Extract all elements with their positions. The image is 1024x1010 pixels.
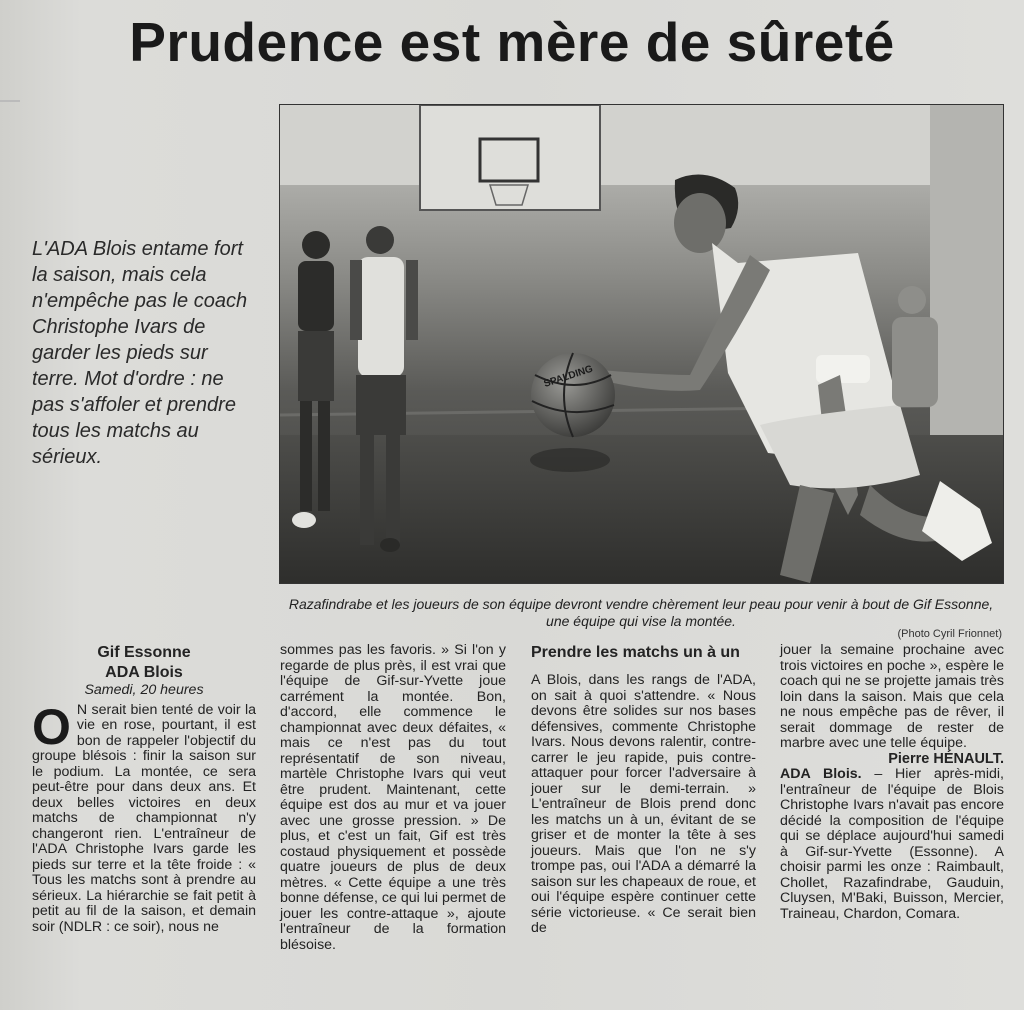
- article-intro: L'ADA Blois entame fort la saison, mais cela n'empêche pas le coach Christophe Ivars de garder les pieds sur terre. Mot d'ordre : ne pas s'affoler et prendre tous les matchs au sérieux.: [32, 238, 248, 468]
- article-column-2: [280, 643, 506, 953]
- basketball-scene-illustration: [280, 105, 1003, 583]
- column-1-text: [32, 698, 256, 936]
- ball-brand-text: SPALDING: [542, 363, 595, 390]
- article-column-1: [32, 643, 256, 935]
- match-home-team: Gif Essonne: [97, 644, 191, 661]
- roster-paragraph: [780, 767, 1004, 922]
- section-subheading: Prendre les matchs un à un: [531, 644, 740, 661]
- roster-lead: ADA Blois.: [780, 766, 862, 782]
- column-1-body: N serait bien tenté de voir la vie en rose, pourtant, il est bon de rappeler l'objectif du groupe blésois : finir la saison sur le podium. La montée, ce sera peut-être pour dans deux ans. Et deux belles victoires en deux matchs de championnat n'y changeront rien. L'entraîneur de l'ADA Christophe Ivars garde les pieds sur terre et la tête froide : « Tous les matchs sont à prendre au sérieux. La hiérarchie se fait petit à petit au fil de la saison, et demain soir (NDLR : ce soir), nous ne: [32, 701, 256, 935]
- drop-cap-letter: O: [32, 698, 71, 755]
- ghost-rule: [0, 100, 20, 102]
- article-headline: Prudence est mère de sûreté: [129, 11, 895, 73]
- roster-text: – Hier après-midi, l'entraîneur de l'équipe de Blois Christophe Ivars n'avait pas encore décidé la composition de l'équipe qui se déplace aujourd'hui samedi à Gif-sur-Yvette (Essonne). A choisir parmi les onze : Raimbault, Chollet, Razafindrabe, Gauduin, Cluysen, M'Baki, Buisson, Mercier, Traineau, Chardon, Comara.: [780, 766, 1004, 922]
- column-3-body: A Blois, dans les rangs de l'ADA, on sait à quoi s'attendre. « Nous devons être solides sur nos bases défensives, commente Christophe Ivars. Nous devons ralentir, contre-carrer le jeu rapide, puis contre-attaquer pour forcer l'adversaire à jouer sur le demi-terrain. » L'entraîneur de Blois prend donc les matchs un à un, évitant de se griser et de monter la tête à ses joueurs. Mais que l'on ne s'y trompe pas, oui l'ADA a démarré la saison sur les chapeaux de roue, et oui l'équipe espère continuer cette série victorieuse. « Ce serait bien de: [531, 672, 756, 936]
- basketball-photo: [279, 104, 1004, 584]
- column-2-body: sommes pas les favoris. » Si l'on y regarde de plus près, il est vrai que l'équipe de Gif-sur-Yvette joue carrément la montée. Bon, d'accord, elle commence le championnat avec deux défaites, « mais ce n'est pas du tout représentatif de son niveau, martèle Christophe Ivars qui veut être prudent. Maintenant, cette équipe est dos au mur et va jouer avec une grosse pression. » De plus, et c'est un fait, Gif est très costaud physiquement et possède quatre joueurs de plus de deux mètres. « Cette équipe a une très bonne défense, ce qui lui permet de jouer les contre-attaque », ajoute l'entraîneur de la formation blésoise.: [280, 642, 506, 953]
- article-column-3: [531, 643, 756, 937]
- column-4-body: jouer la semaine prochaine avec trois victoires en poche », espère le coach qui ne se projette jamais très loin dans la saison. Mais que cela ne nous empêche pas de rêver, il serait dommage de rester de marbre avec une telle équipe.: [780, 642, 1004, 751]
- photo-credit: (Photo Cyril Frionnet): [897, 628, 1002, 640]
- article-column-4: [780, 643, 1004, 922]
- match-date: Samedi, 20 heures: [84, 682, 204, 698]
- basketball-ball-graphic: [531, 353, 615, 437]
- match-away-team: ADA Blois: [105, 664, 183, 681]
- author-signature: Pierre HÉNAULT.: [888, 750, 1004, 767]
- photo-caption: Razafindrabe et les joueurs de son équipe devront vendre chèrement leur peau pour venir à bout de Gif Essonne, une équipe qui vise la montée.: [288, 596, 994, 629]
